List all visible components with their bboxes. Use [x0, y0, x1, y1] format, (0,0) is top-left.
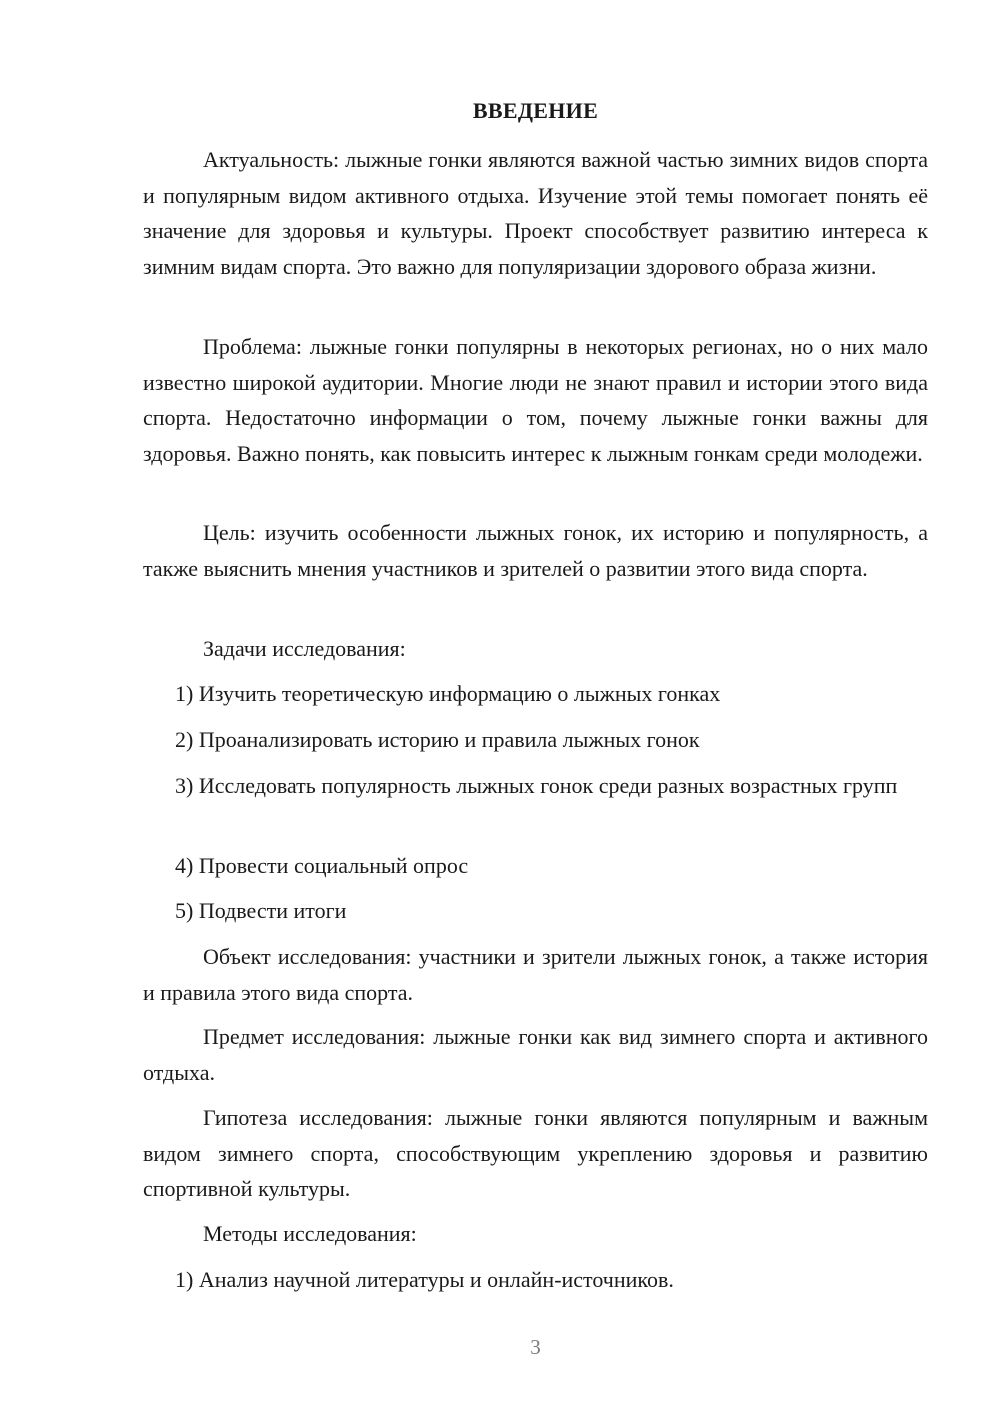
task-item-4: 4) Провести социальный опрос — [175, 853, 469, 878]
methods-heading: Методы исследования: — [203, 1221, 417, 1246]
method-item-1: 1) Анализ научной литературы и онлайн-источников. — [175, 1267, 674, 1292]
tasks-heading: Задачи исследования: — [203, 636, 406, 661]
task-item-5: 5) Подвести итоги — [175, 898, 347, 923]
task-item-3: 3) Исследовать популярность лыжных гонок среди разных возрастных групп — [175, 773, 898, 798]
paragraph-relevance: Актуальность: лыжные гонки являются важной частью зимних видов спорта и популярным видом активного отдыха. Изучение этой темы помогает понять её значение для здоровья и культуры. Проект способствует развитию интереса к зимним видам спорта. Это важно для популяризации здорового образа жизни. — [143, 147, 928, 279]
section-title: ВВЕДЕНИЕ — [472, 98, 599, 123]
document-page — [143, 0, 928, 1414]
paragraph-goal: Цель: изучить особенности лыжных гонок, их историю и популярность, а также выяснить мнения участников и зрителей о развитии этого вида спорта. — [143, 520, 928, 581]
page-number: 3 — [530, 1335, 541, 1359]
paragraph-problem: Проблема: лыжные гонки популярны в некоторых регионах, но о них мало известно широкой аудитории. Многие люди не знают правил и истории этого вида спорта. Недостаточно информации о том, почему лыжные гонки важны для здоровья. Важно понять, как повысить интерес к лыжным гонкам среди молодежи. — [143, 334, 928, 466]
paragraph-hypothesis: Гипотеза исследования: лыжные гонки являются популярным и важным видом зимнего спорта, способствующим укреплению здоровья и развитию спортивной культуры. — [143, 1105, 928, 1201]
task-item-1: 1) Изучить теоретическую информацию о лыжных гонках — [175, 681, 721, 706]
task-item-2: 2) Проанализировать историю и правила лыжных гонок — [175, 727, 700, 752]
paragraph-object: Объект исследования: участники и зрители лыжных гонок, а также история и правила этого вида спорта. — [143, 944, 928, 1005]
paragraph-subject: Предмет исследования: лыжные гонки как вид зимнего спорта и активного отдыха. — [143, 1024, 928, 1085]
